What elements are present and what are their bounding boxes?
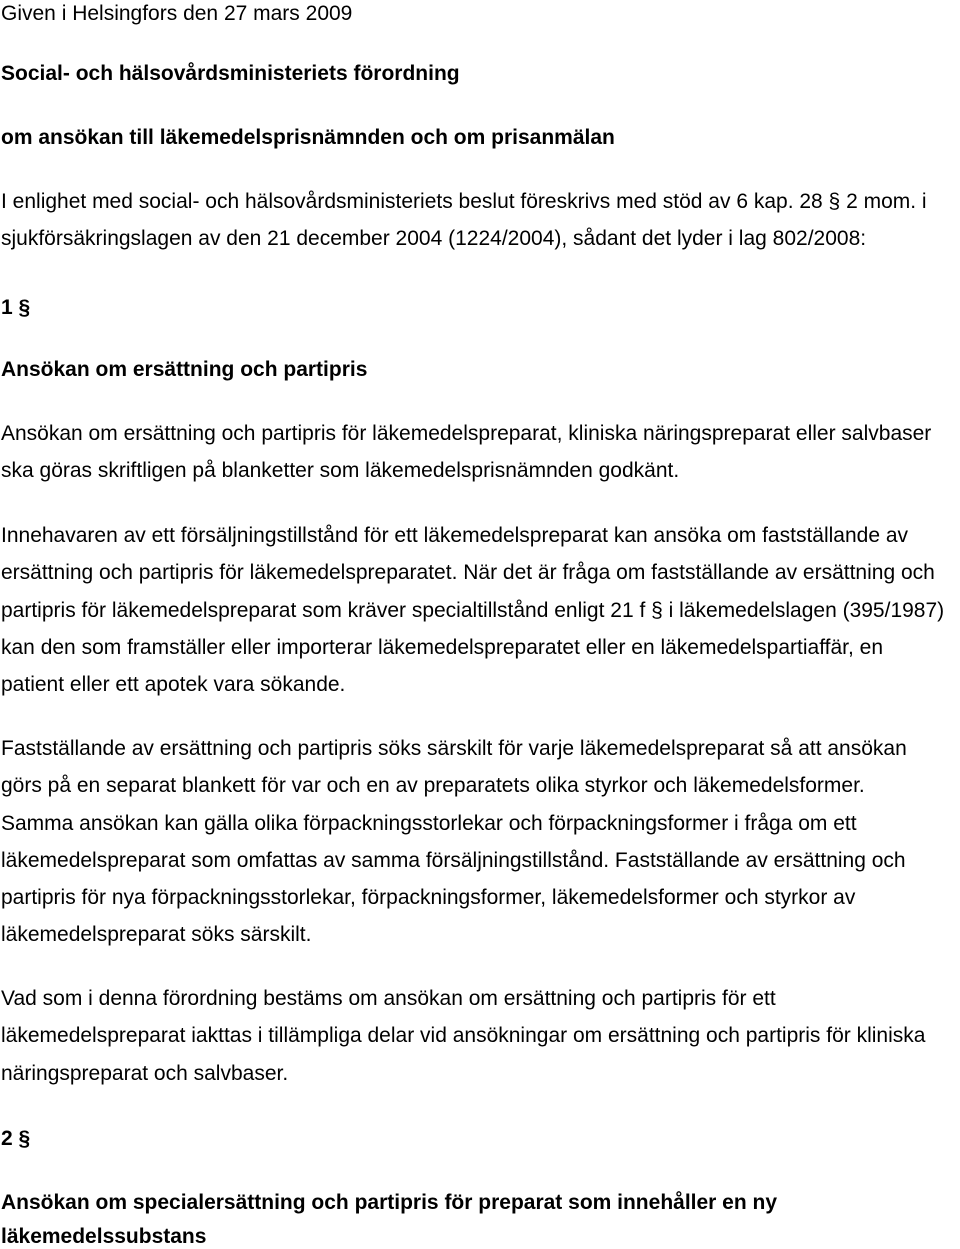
paragraph-line: Fastställande av ersättning och partipris söks särskilt för varje läkemedelspreparat så att ansökan [1,737,907,760]
section-2-heading [1,1184,777,1248]
document-title-line: Social- och hälsovårdsministeriets förordning [1,62,460,85]
paragraph-line: läkemedelspreparat söks särskilt. [1,923,312,947]
section-heading-line: Ansökan om specialersättning och partipris för preparat som innehåller en ny [1,1191,778,1214]
paragraph-line: läkemedelspreparat som omfattas av samma försäljningstillstånd. Fastställande av ersättning och [1,848,906,872]
issue-date-line: Given i Helsingfors den 27 mars 2009 [1,2,353,25]
section-1-paragraph-1 [1,415,931,490]
paragraph-line: Innehavaren av ett försäljningstillstånd för ett läkemedelspreparat kan ansöka om fastställande av [1,524,909,547]
paragraph-line: Vad som i denna förordning bestäms om ansökan om ersättning och partipris för ett [1,987,776,1010]
paragraph-line: Ansökan om ersättning och partipris för läkemedelspreparat, kliniska näringspreparat eller salvbaser [1,422,932,445]
section-1-paragraph-3 [1,730,907,954]
paragraph-line: partipris för nya förpackningsstorlekar, förpackningsformer, läkemedelsformer och styrkor av [1,886,856,910]
issue-block [1,0,352,28]
document-subtitle [1,119,615,156]
section-1-paragraph-4 [1,980,925,1092]
section-2-number [1,1120,30,1157]
paragraph-line: görs på en separat blankett för var och en av preparatets olika styrkor och läkemedelsformer. [1,774,865,798]
preamble-line: sjukförsäkringslagen av den 21 december 2004 (1224/2004), sådant det lyder i lag 802/2008: [1,227,867,251]
section-1-number [1,289,30,326]
section-number: 1 § [1,296,31,319]
paragraph-line: partipris för läkemedelspreparat som kräver specialtillstånd enligt 21 f § i läkemedelslagen (395/1987) [1,598,945,622]
preamble [1,183,927,258]
section-1-heading [1,351,367,388]
preamble-line: I enlighet med social- och hälsovårdsministeriets beslut föreskrivs med stöd av 6 kap. 28 § 2 mom. i [1,190,927,213]
section-heading-line: Ansökan om ersättning och partipris [1,358,368,381]
paragraph-line: kan den som framställer eller importerar läkemedelspreparatet eller en läkemedelspartiaffär, en [1,635,884,659]
document-title-line: om ansökan till läkemedelsprisnämnden och om prisanmälan [1,126,615,149]
paragraph-line: ersättning och partipris för läkemedelspreparatet. När det är fråga om fastställande av ersättning och [1,561,935,585]
paragraph-line: Samma ansökan kan gälla olika förpackningsstorlekar och förpackningsformer i fråga om ett [1,811,857,835]
section-number: 2 § [1,1127,31,1150]
document-title [1,55,460,92]
paragraph-line: patient eller ett apotek vara sökande. [1,673,346,697]
section-1-paragraph-2 [1,517,944,703]
section-heading-line: läkemedelssubstans [1,1225,207,1249]
paragraph-line: läkemedelspreparat iakttas i tillämpliga delar vid ansökningar om ersättning och partipris för kliniska [1,1024,926,1048]
paragraph-line: näringspreparat och salvbaser. [1,1061,289,1085]
paragraph-line: ska göras skriftligen på blanketter som läkemedelsprisnämnden godkänt. [1,459,680,483]
